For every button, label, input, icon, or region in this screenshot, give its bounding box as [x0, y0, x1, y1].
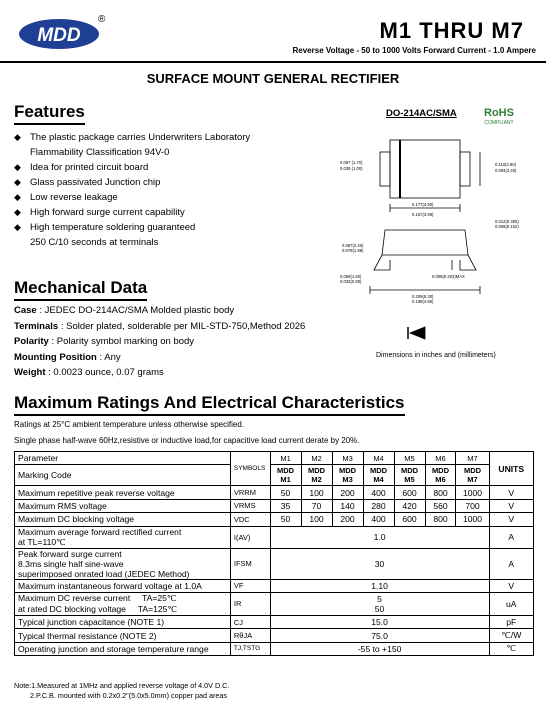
feature-item-cont: Flammability Classification 94V-0: [30, 147, 170, 158]
value-cell: 800: [425, 486, 456, 499]
unit-cell: V: [489, 486, 533, 499]
rohs-badge: [484, 104, 514, 126]
param-cell: Maximum repetitive peak reverse voltage: [15, 486, 231, 499]
ratings-note-1: Ratings at 25°C ambient temperature unless otherwise specified.: [14, 420, 244, 429]
param-cell: Operating junction and storage temperature range: [15, 642, 231, 655]
dim-label: 0.157(3.99): [412, 212, 434, 217]
value-cell: 5 50: [270, 592, 489, 615]
dim-label: 0.188(4.80): [412, 299, 434, 304]
footnote-1: Note:1.Measured at 1MHz and applied reverse voltage of 4.0V D.C.: [14, 681, 230, 690]
value-cell: 100: [301, 486, 332, 499]
symbol-cell: VRRM: [230, 486, 270, 499]
table-row: [15, 642, 534, 655]
mechanical-heading: Mechanical Data: [14, 278, 147, 301]
feature-item: ◆ High forward surge current capability: [14, 205, 250, 220]
dim-label: 0.067 (1.70): [340, 160, 363, 165]
marking-code-label: Marking Code: [15, 465, 231, 486]
mech-value: : 0.0023 ounce, 0.07 grams: [45, 367, 164, 378]
dim-label: 0.087(2.20): [342, 243, 364, 248]
mech-row: [14, 334, 305, 350]
unit-cell: V: [489, 513, 533, 526]
table-header-row: [15, 452, 534, 465]
unit-cell: V: [489, 499, 533, 512]
value-cell: 75.0: [270, 629, 489, 642]
package-drawing: [330, 130, 540, 345]
value-cell: 1000: [456, 486, 489, 499]
symbol-cell: RθJA: [230, 629, 270, 642]
table-row: [15, 548, 534, 579]
ratings-table: [14, 451, 534, 656]
value-cell: 560: [425, 499, 456, 512]
dim-label: 0.008(0.203)MAX: [432, 274, 465, 279]
value-cell: 700: [456, 499, 489, 512]
value-cell: 200: [332, 486, 363, 499]
value-cell: 50: [270, 513, 301, 526]
header-model: M5: [394, 452, 425, 465]
header-model: M1: [270, 452, 301, 465]
value-cell: 420: [394, 499, 425, 512]
dim-label: 0.059(1.50): [340, 274, 362, 279]
mech-label: Terminals: [14, 320, 59, 332]
marking-code: MDD M3: [332, 465, 363, 486]
marking-code: MDD M6: [425, 465, 456, 486]
value-cell: 30: [270, 548, 489, 579]
mdd-logo: [14, 12, 104, 52]
brand-text: MDD: [37, 25, 81, 46]
features-heading: Features: [14, 102, 85, 125]
symbol-cell: VDC: [230, 513, 270, 526]
table-row: [15, 499, 534, 512]
mechanical-list: [14, 303, 305, 381]
unit-cell: uA: [489, 592, 533, 615]
unit-cell: V: [489, 579, 533, 592]
table-row: [15, 513, 534, 526]
dim-label: 0.032(0.80): [340, 279, 362, 284]
unit-cell: pF: [489, 615, 533, 628]
symbol-cell: I(AV): [230, 526, 270, 548]
package-label: DO-214AC/SMA: [386, 108, 457, 119]
page-title: M1 THRU M7: [379, 18, 524, 43]
header-model: M2: [301, 452, 332, 465]
mech-value: : Polarity symbol marking on body: [48, 336, 195, 347]
value-cell: 200: [332, 513, 363, 526]
registered-mark: ®: [98, 14, 106, 25]
param-cell: Maximum DC blocking voltage: [15, 513, 231, 526]
feature-item-cont: 250 C/10 seconds at terminals: [30, 237, 159, 248]
header-parameter: Parameter: [15, 452, 231, 465]
mech-value: : Any: [96, 351, 121, 363]
value-cell: 1.0: [270, 526, 489, 548]
mech-label: Case: [14, 305, 37, 316]
header-model: M6: [425, 452, 456, 465]
symbol-cell: IFSM: [230, 548, 270, 579]
dim-label: 0.094(2.40): [495, 168, 517, 173]
header-model: M3: [332, 452, 363, 465]
symbol-cell: VF: [230, 579, 270, 592]
param-cell: Maximum RMS voltage: [15, 499, 231, 512]
mech-row: [14, 365, 305, 381]
value-cell: 15.0: [270, 615, 489, 628]
value-cell: 70: [301, 499, 332, 512]
value-cell: 50: [270, 486, 301, 499]
symbol-cell: VRMS: [230, 499, 270, 512]
unit-cell: A: [489, 548, 533, 579]
mech-label: Polarity: [14, 336, 49, 347]
table-row: [15, 526, 534, 548]
header-symbols: SYMBOLS: [230, 452, 270, 486]
marking-code: MDD M2: [301, 465, 332, 486]
param-cell: Maximum DC reverse current TA=25℃ at rated DC blocking voltage TA=125℃: [15, 592, 231, 615]
rohs-label: RoHS: [484, 107, 514, 119]
table-row: [15, 615, 534, 628]
header-rule: [0, 61, 546, 63]
value-cell: 280: [363, 499, 394, 512]
symbol-cell: IR: [230, 592, 270, 615]
dim-label: 0.006(0.152): [495, 224, 519, 229]
mech-row: [14, 350, 305, 366]
table-row: [15, 486, 534, 499]
param-cell: Typical junction capacitance (NOTE 1): [15, 615, 231, 628]
table-row: [15, 592, 534, 615]
ratings-note-2: Single phase half-wave 60Hz,resistive or inductive load,for capacitive load current derate by 20%.: [14, 436, 360, 445]
symbol-cell: CJ: [230, 615, 270, 628]
dim-label: 0.012(0.305): [495, 219, 519, 224]
marking-code: MDD M4: [363, 465, 394, 486]
value-cell: 600: [394, 513, 425, 526]
header-units: UNITS: [489, 452, 533, 486]
value-cell: 400: [363, 513, 394, 526]
mech-row: [14, 303, 305, 319]
header-model: M4: [363, 452, 394, 465]
value-cell: 1.10: [270, 579, 489, 592]
mech-label: Weight: [14, 367, 46, 378]
value-cell: 35: [270, 499, 301, 512]
page-subtitle: Reverse Voltage - 50 to 1000 Volts Forward Current - 1.0 Ampere: [292, 46, 536, 55]
mech-value: : Solder plated, solderable per MIL-STD-750,Method 2026: [58, 320, 306, 332]
features-list: [14, 130, 250, 250]
ratings-heading: Maximum Ratings And Electrical Characteristics: [14, 393, 405, 416]
param-cell: Maximum instantaneous forward voltage at 1.0A: [15, 579, 231, 592]
symbol-cell: TJ,TSTG: [230, 642, 270, 655]
mech-value: : JEDEC DO-214AC/SMA Molded plastic body: [36, 305, 235, 316]
unit-cell: A: [489, 526, 533, 548]
dim-label: 0.177(4.50): [412, 202, 434, 207]
marking-code: MDD M1: [270, 465, 301, 486]
value-cell: 140: [332, 499, 363, 512]
dim-label: 0.078(1.98): [342, 248, 364, 253]
feature-item: ◆ Low reverse leakage: [14, 190, 250, 205]
mech-label: Mounting Position: [14, 351, 97, 363]
unit-cell: ℃: [489, 642, 533, 655]
table-row: [15, 465, 534, 486]
marking-code: MDD M5: [394, 465, 425, 486]
value-cell: 400: [363, 486, 394, 499]
value-cell: 600: [394, 486, 425, 499]
dimension-note: Dimensions in inches and (millimeters): [376, 352, 496, 359]
rohs-sub: COMPLIANT: [484, 120, 514, 126]
main-title: SURFACE MOUNT GENERAL RECTIFIER: [146, 71, 400, 86]
dim-label: 0.039 (1.00): [340, 166, 363, 171]
table-row: [15, 579, 534, 592]
unit-cell: ℃/W: [489, 629, 533, 642]
feature-item: ◆ Glass passivated Junction chip: [14, 175, 250, 190]
dim-label: 0.209(5.30): [412, 294, 434, 299]
feature-item: ◆ Idea for printed circuit board: [14, 160, 250, 175]
param-cell: Peak forward surge current 8.3ms single half sine-wave superimposed onrated load (JEDEC Method): [15, 548, 231, 579]
header-model: M7: [456, 452, 489, 465]
value-cell: 1000: [456, 513, 489, 526]
value-cell: 800: [425, 513, 456, 526]
footnote-2: 2.P.C.B. mounted with 0.2x0.2"(5.0x5.0mm) copper pad areas: [30, 691, 227, 700]
dim-label: 0.110(2.80): [495, 162, 517, 167]
mech-row: [14, 319, 305, 335]
value-cell: -55 to +150: [270, 642, 489, 655]
value-cell: 100: [301, 513, 332, 526]
param-cell: Maximum average forward rectified current at TL=110℃: [15, 526, 231, 548]
feature-item: ◆ High temperature soldering guaranteed: [14, 220, 250, 235]
marking-code: MDD M7: [456, 465, 489, 486]
table-row: [15, 629, 534, 642]
feature-item: ◆ The plastic package carries Underwriters Laboratory: [14, 130, 250, 145]
param-cell: Typical thermal resistance (NOTE 2): [15, 629, 231, 642]
